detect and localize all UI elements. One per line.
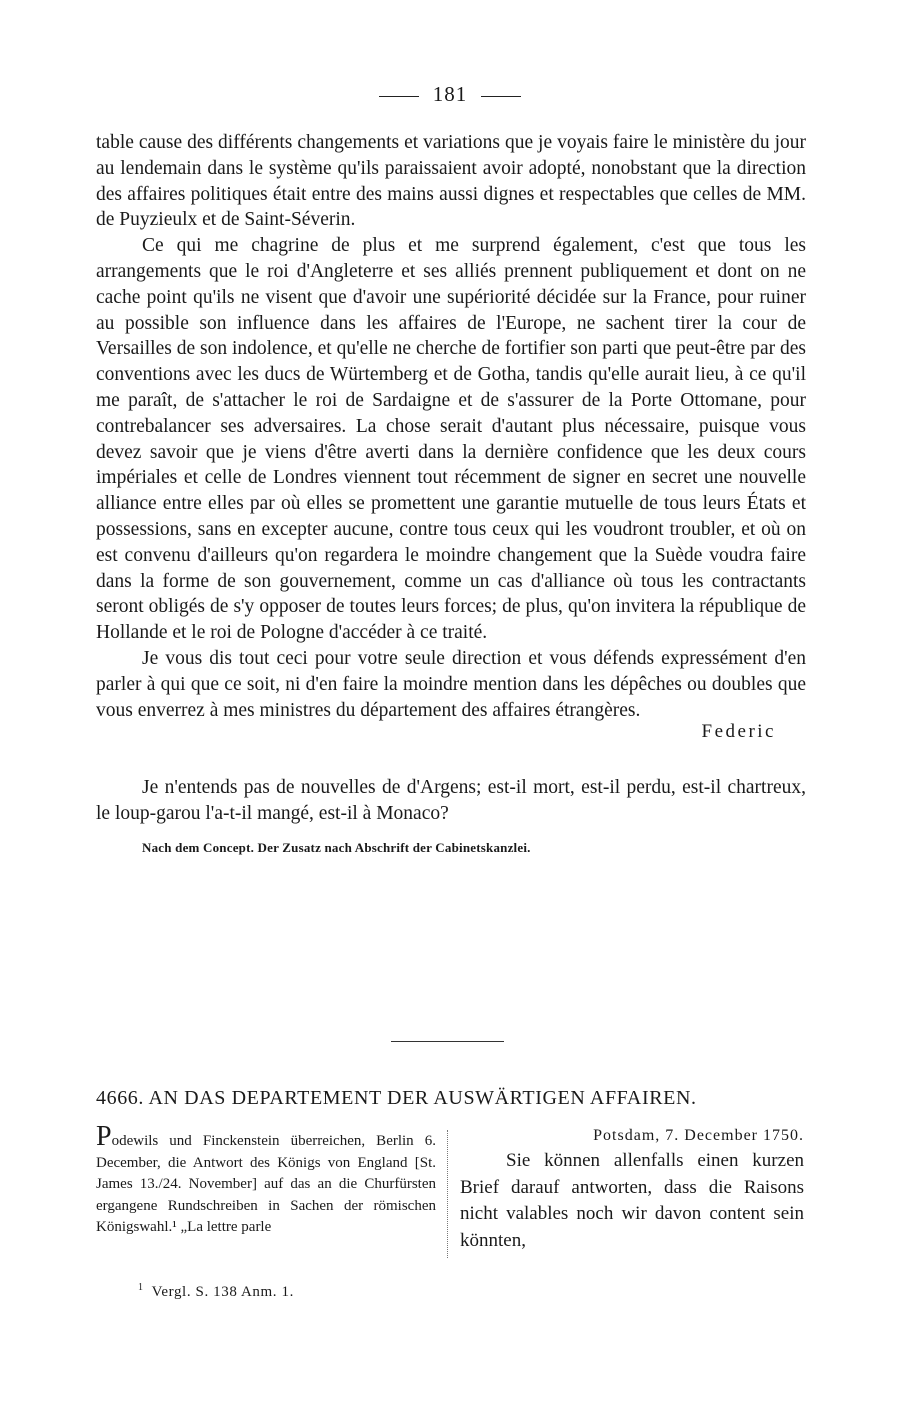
reply-column	[460, 1124, 804, 1254]
header-rule-left	[379, 96, 419, 97]
header-rule-right	[481, 96, 521, 97]
paragraph-main: Ce qui me chagrine de plus et me surprend également, c'est que tous les arrangements que le roi d'Angleterre et ses alliés prennent publiquement et dont on ne cache point qu'ils ne visent que d'avoir une supériorité décidée sur la France, pour ruiner au possible son influence dans les affaires de l'Europe, ne sachent tirer la cour de Versailles de son indolence, et qu'elle ne cherche de fortifier son parti que peut-être par des conventions avec les ducs de Würtemberg et de Gotha, tandis qu'elle aurait lieu, à ce qu'il me paraît, de s'attacher le roi de Sardaigne et de s'assurer de la Porte Ottomane, pour contrebalancer ses adversaires. La chose serait d'autant plus nécessaire, puisque vous devez savoir que je viens d'être averti dans la dernière confidence que les deux cours impériales et celle de Londres viennent tout récemment de signer en secret une nouvelle alliance entre elles par où elles se promettent une garantie mutuelle de tous leurs États et possessions, sans en excepter aucune, contre tous ceux qui les voudront troubler, et où on est convenu d'ailleurs qu'on regardera le moindre changement que la Suède voudra faire dans la forme de son gouvernement, comme un cas d'alliance où tous les contractants seront obligés de s'y opposer de toutes leurs forces; de plus, qu'on invitera la république de Hollande et le roi de Pologne d'accéder à ce traité.	[96, 235, 806, 644]
signature: Federic	[701, 721, 776, 743]
letter-body	[96, 130, 806, 861]
source-note: Nach dem Concept. Der Zusatz nach Abschrift der Cabinetskanzlei.	[142, 839, 531, 855]
dateline: Potsdam, 7. December 1750.	[593, 1127, 804, 1144]
paragraph-closing: Je vous dis tout ceci pour votre seule direction et vous défends expressément d'en parler à qui que ce soit, ni d'en faire la moindre mention dans les dépêches ou doubles que vous enverrez à mes ministres du département des affaires étrangères.	[96, 647, 806, 721]
summary-text: odewils und Finckenstein überreichen, Berlin 6. December, die Antwort des Königs von England [St. James 13./24. November] auf das an die Churfürsten ergangene Rundschreiben in Sachen der römischen Königswahl.¹ „La lettre parle	[96, 1133, 436, 1235]
page-number: 181	[432, 82, 468, 106]
letter-heading: 4666. AN DAS DEPARTEMENT DER AUSWÄRTIGEN AFFAIREN.	[96, 1087, 697, 1109]
section-divider	[391, 1041, 504, 1042]
page-header	[0, 82, 900, 107]
reply-text: Sie können allenfalls einen kurzen Brief darauf antworten, dass die Raisons nicht valables noch wir davon content sein könnten,	[460, 1150, 804, 1251]
paragraph-continuation: table cause des différents changements et variations que je voyais faire le ministère du jour au lendemain dans le système qu'ils paraissaient avoir adopté, nonobstant que la direction des affaires politiques était entre des mains aussi dignes et respectables que celles de MM. de Puyzieulx et de Saint-Séverin.	[96, 132, 806, 231]
footnote-text: Vergl. S. 138 Anm. 1.	[151, 1284, 294, 1300]
summary-column	[96, 1121, 436, 1239]
postscript: Je n'entends pas de nouvelles de d'Argens; est-il mort, est-il perdu, est-il chartreux, le loup-garou l'a-t-il mangé, est-il à Monaco?	[96, 777, 806, 824]
footnote	[138, 1282, 294, 1301]
footnote-marker: 1	[138, 1282, 144, 1293]
column-separator	[447, 1130, 448, 1258]
drop-cap: P	[96, 1121, 112, 1152]
